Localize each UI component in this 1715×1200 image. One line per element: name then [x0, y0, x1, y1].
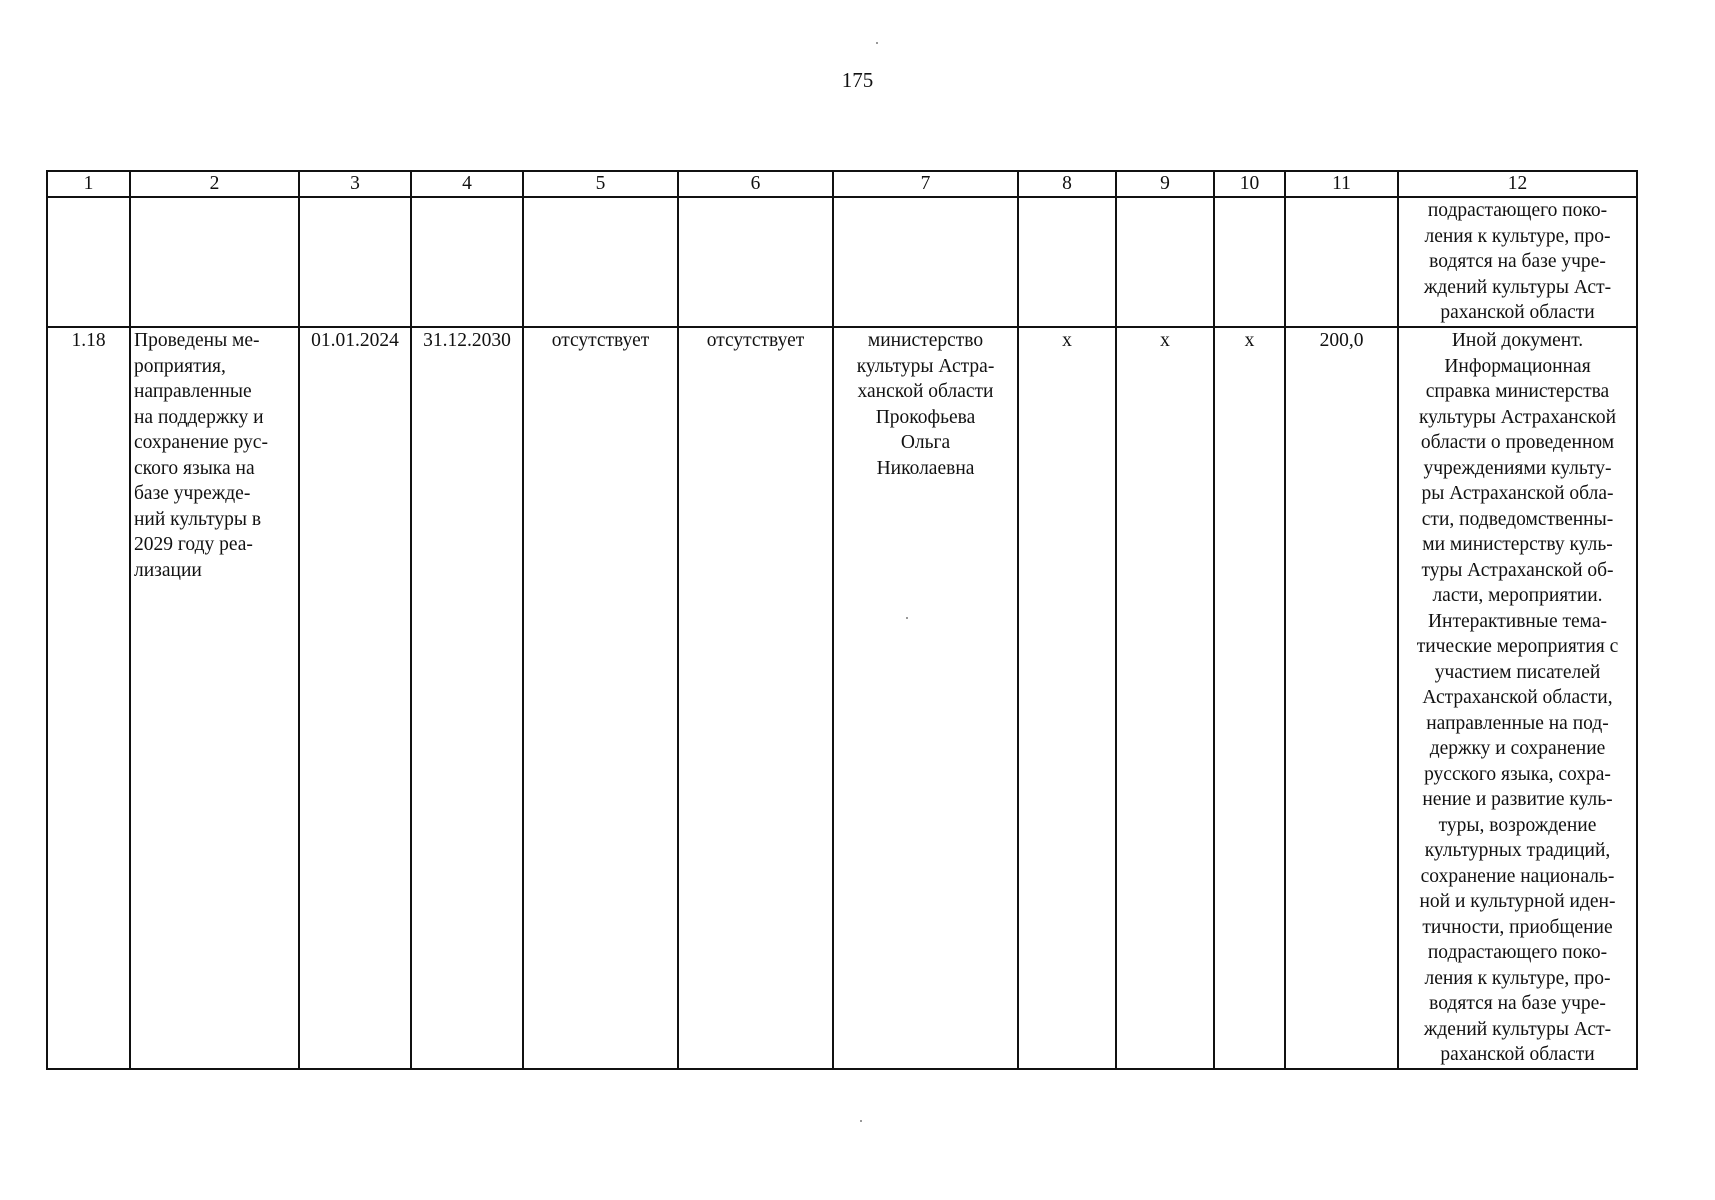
measure-name-cell: Проведены ме- роприятия, направленные на поддержку и сохранение рус- ского языка на базе учрежде- ний культуры в 2029 году реа- лизации — [130, 327, 299, 1069]
col5-cell: отсутствует — [523, 327, 678, 1069]
col-header: 1 — [47, 171, 130, 197]
col-header: 10 — [1214, 171, 1285, 197]
col-header: 6 — [678, 171, 833, 197]
continuation-document-cell: подрастающего поко- ления к культуре, про- водятся на базе учре- ждений культуры Аст- раханской области — [1398, 197, 1637, 327]
col-header: 7 — [833, 171, 1018, 197]
responsible-cell: министерство культуры Астра- ханской области Прокофьева Ольга Николаевна — [833, 327, 1018, 1069]
col-header: 11 — [1285, 171, 1398, 197]
start-date-cell: 01.01.2024 — [299, 327, 411, 1069]
scan-speck — [860, 1120, 862, 1122]
col-header: 3 — [299, 171, 411, 197]
header-row — [47, 171, 1637, 197]
col9-cell: x — [1116, 327, 1214, 1069]
end-date-cell: 31.12.2030 — [411, 327, 523, 1069]
col-header: 8 — [1018, 171, 1116, 197]
document-cell: Иной документ. Информационная справка министерства культуры Астраханской области о проведенном учреждениями культу- ры Астраханской обла- сти, подведомственны- ми министерству куль- туры Астраханской об- ласти, мероприятии. Интерактивные тема- тические мероприятия с участием писателей Астраханской области, направленные на под- держку и сохранение русского языка, сохра- нение и развитие куль- туры, возрождение культурных традиций, сохранение националь- ной и культурной иден- тичности, приобщение подрастающего поко- ления к культуре, про- водятся на базе учре- ждений культуры Аст- раханской области — [1398, 327, 1637, 1069]
col-header: 4 — [411, 171, 523, 197]
col-header: 12 — [1398, 171, 1637, 197]
page-number: 175 — [841, 68, 874, 92]
scan-speck — [876, 42, 878, 44]
col-header: 2 — [130, 171, 299, 197]
row-number: 1.18 — [47, 327, 130, 1069]
col-header: 5 — [523, 171, 678, 197]
col-header: 9 — [1116, 171, 1214, 197]
col10-cell: x — [1214, 327, 1285, 1069]
continuation-row — [47, 197, 1637, 327]
measures-table — [46, 170, 1638, 1070]
col8-cell: x — [1018, 327, 1116, 1069]
amount-cell: 200,0 — [1285, 327, 1398, 1069]
col6-cell: отсутствует — [678, 327, 833, 1069]
table-row — [47, 327, 1637, 1069]
